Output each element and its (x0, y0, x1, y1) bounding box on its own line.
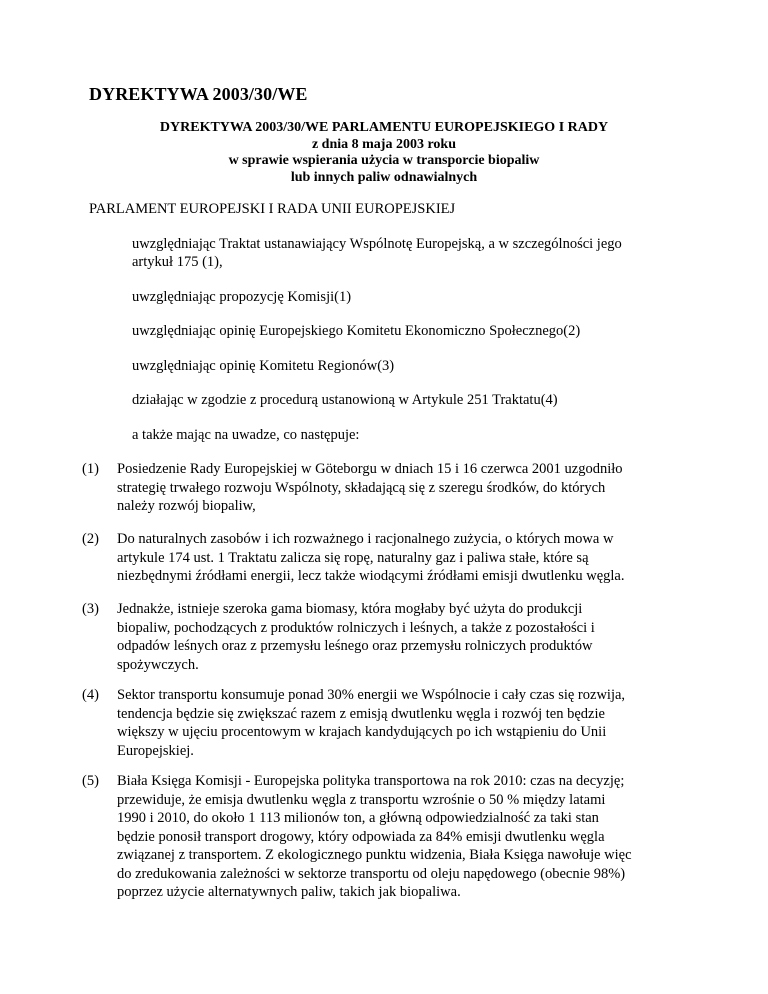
recital-item (82, 600, 682, 674)
recital-text (82, 460, 682, 516)
recital-line: Posiedzenie Rady Europejskiej w Göteborgu w dniach 15 i 16 czerwca 2001 uzgodniło (117, 461, 623, 477)
consideration-line: działając w zgodzie z procedurą ustanowioną w Artykule 251 Traktatu(4) (132, 392, 558, 408)
recital-text (82, 600, 682, 674)
recital-line: przewiduje, że emisja dwutlenku węgla z transportu wzrośnie o 50 % między latami (117, 791, 606, 808)
recital-line: spożywczych. (117, 656, 199, 673)
heading-line: w sprawie wspierania użycia w transporcie biopaliw (228, 153, 540, 168)
recital-line: Sektor transportu konsumuje ponad 30% energii we Wspólnocie i cały czas się rozwija, (117, 687, 626, 703)
recital-line: należy rozwój biopaliw, (117, 498, 256, 514)
consideration-item (132, 391, 692, 409)
recital-number: (2) (82, 531, 99, 547)
document-title: DYREKTYWA 2003/30/WE (89, 84, 308, 104)
recital-line: Europejskiej. (117, 742, 194, 759)
recital-line: będzie ponosił transport drogowy, który odpowiada za 84% emisji dwutlenku węgla (117, 828, 605, 845)
recital-line: Jednakże, istnieje szeroka gama biomasy, która mogłaby być użyta do produkcji (117, 601, 583, 617)
recital-line: Biała Księga Komisji - Europejska polityka transportowa na rok 2010: czas na decyzję; (117, 773, 625, 789)
consideration-item (132, 357, 692, 375)
recital-number: (4) (82, 687, 99, 703)
recital-text (82, 686, 682, 760)
recital-line: niezbędnymi źródłami energii, lecz także wiodącymi źródłami emisji dwutlenku węgla. (117, 568, 625, 584)
recital-item (82, 460, 682, 516)
recital-line: tendencja będzie się zwiększać razem z emisją dwutlenku węgla i rozwój ten będzie (117, 705, 605, 722)
parties-line: PARLAMENT EUROPEJSKI I RADA UNII EUROPEJSKIEJ (89, 201, 456, 217)
recital-item (82, 772, 682, 902)
heading-line: lub innych paliw odnawialnych (290, 169, 478, 185)
recital-line: do zredukowania zależności w sektorze transportu od oleju napędowego (obecnie 98%) (117, 865, 626, 882)
recital-line: związanej z transportem. Z ekologicznego punktu widzenia, Biała Księga nawołuje więc (117, 847, 632, 863)
consideration-line: a także mając na uwadze, co następuje: (132, 427, 360, 443)
consideration-line: uwzględniając Traktat ustanawiający Wspólnotę Europejską, a w szczególności jego (132, 236, 622, 252)
recital-text (82, 772, 682, 902)
recital-item (82, 530, 682, 586)
consideration-item (132, 322, 692, 340)
recital-text (82, 530, 682, 586)
recital-line: większy w ujęciu procentowym w krajach kandydujących po ich wstąpieniu do Unii (117, 724, 607, 740)
recital-number: (3) (82, 601, 99, 617)
recital-number: (1) (82, 461, 99, 477)
heading-line: z dnia 8 maja 2003 roku (311, 136, 457, 152)
recital-number: (5) (82, 773, 99, 789)
recital-line: artykule 174 ust. 1 Traktatu zalicza się ropę, naturalny gaz i paliwa stałe, które są (117, 549, 589, 566)
consideration-line: uwzględniając opinię Europejskiego Komitetu Ekonomiczno Społecznego(2) (132, 323, 581, 339)
consideration-line: artykuł 175 (1), (132, 254, 223, 270)
recital-line: strategię trwałego rozwoju Wspólnoty, składającą się z szeregu środków, do których (117, 479, 606, 496)
directive-heading (89, 120, 679, 186)
consideration-line: uwzględniając propozycję Komisji(1) (132, 289, 352, 305)
recital-line: odpadów leśnych oraz z przemysłu leśnego oraz przemysłu rolniczych produktów (117, 638, 593, 654)
recital-line: 1990 i 2010, do około 1 113 milionów ton, a główną odpowiedzialność za taki stan (117, 810, 599, 826)
consideration-item (132, 426, 692, 444)
consideration-line: uwzględniając opinię Komitetu Regionów(3) (132, 358, 395, 374)
recital-item (82, 686, 682, 760)
recital-line: biopaliw, pochodzących z produktów rolniczych i leśnych, a także z pozostałości i (117, 619, 595, 636)
recital-line: poprzez użycie alternatywnych paliw, takich jak biopaliwa. (117, 884, 461, 900)
consideration-item (132, 235, 692, 271)
consideration-item (132, 288, 692, 306)
heading-line: DYREKTYWA 2003/30/WE PARLAMENTU EUROPEJSKIEGO I RADY (159, 120, 609, 135)
recital-line: Do naturalnych zasobów i ich rozważnego i racjonalnego zużycia, o których mowa w (117, 531, 614, 547)
